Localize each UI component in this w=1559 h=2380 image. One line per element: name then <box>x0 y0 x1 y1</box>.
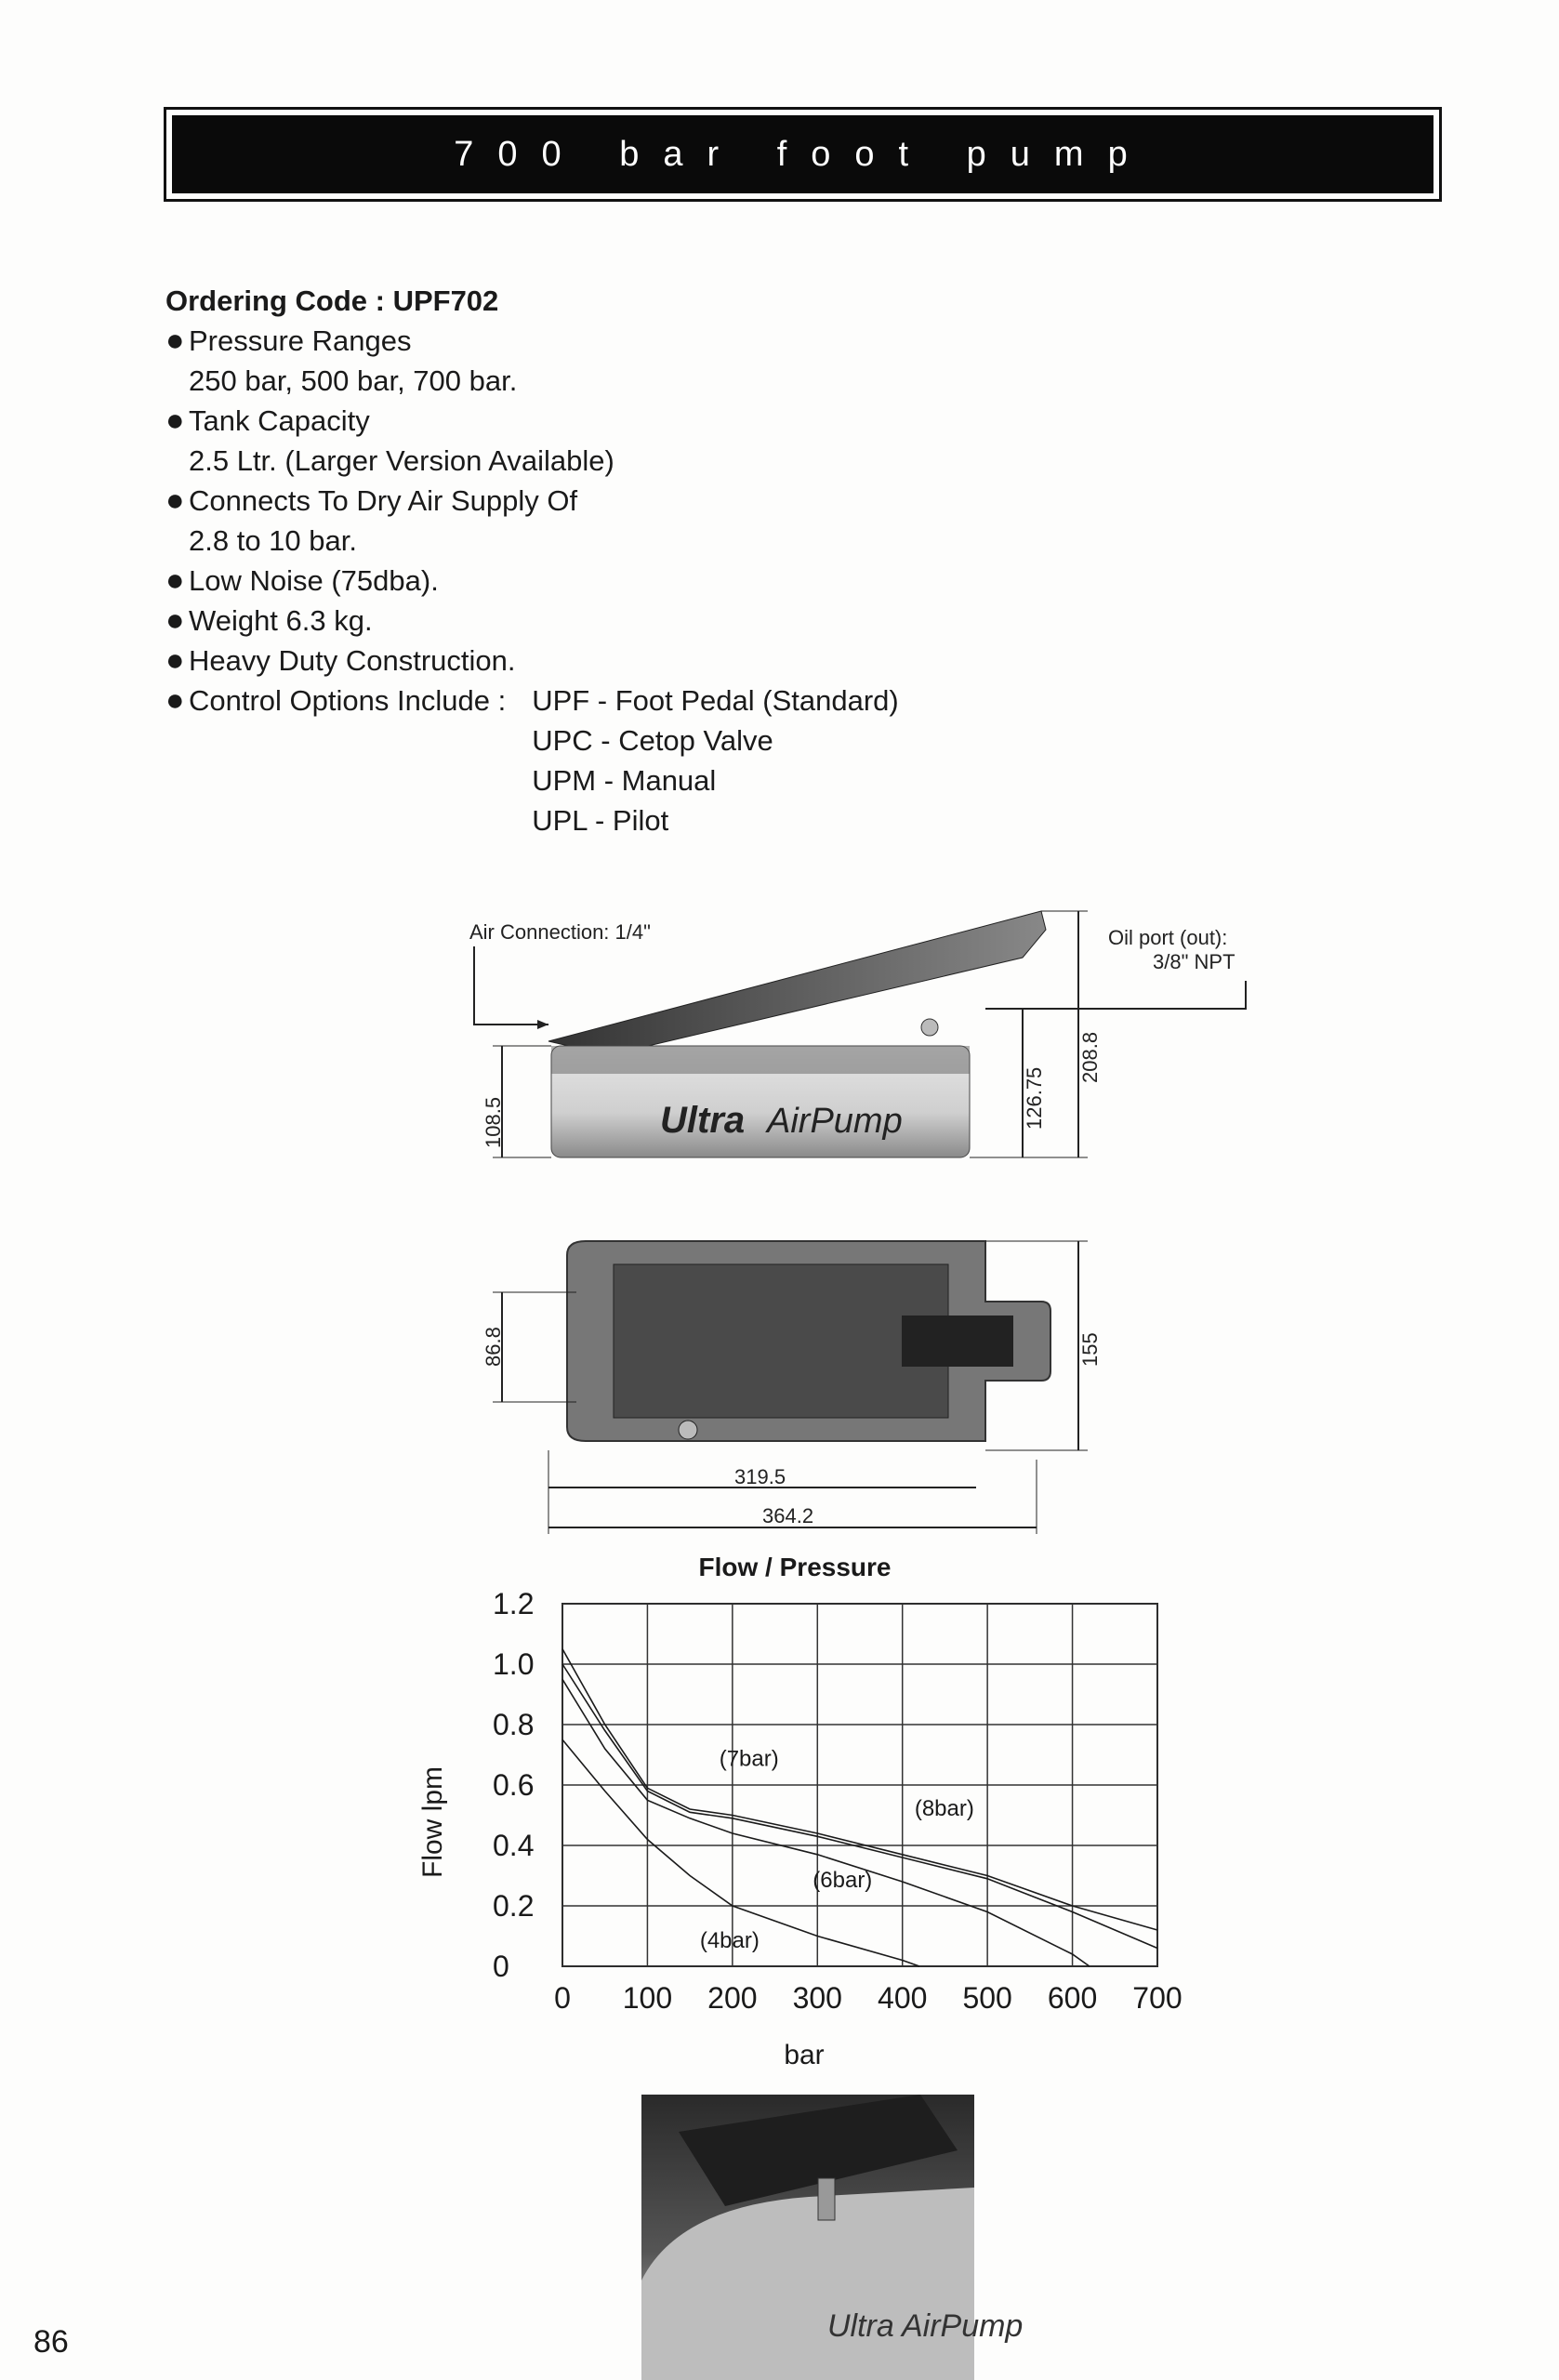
spec-detail: 250 bar, 500 bar, 700 bar. <box>189 364 518 397</box>
oil-port-size: 3/8" NPT <box>1153 950 1235 973</box>
dim-length-total: 364.2 <box>762 1504 814 1527</box>
spec-item: ● Tank Capacity <box>165 401 899 441</box>
spec-item: ● Weight 6.3 kg. <box>165 601 899 641</box>
y-tick-label: 1.0 <box>493 1647 535 1681</box>
spec-detail: 2.8 to 10 bar. <box>189 524 357 557</box>
chart-title: Flow / Pressure <box>698 1553 892 1581</box>
control-option: UPF - Foot Pedal (Standard) <box>532 684 899 717</box>
y-tick-label: 0.4 <box>493 1829 535 1862</box>
series-label: (8bar) <box>914 1795 974 1821</box>
brand-logo: Ultra <box>660 1100 746 1141</box>
page-title: 700 bar foot pump <box>172 115 1433 193</box>
spec-list <box>165 281 899 840</box>
bullet-icon: ● <box>165 562 185 598</box>
product-photo <box>641 2095 1024 2380</box>
series-line <box>562 1679 1090 1966</box>
y-tick-label: 0.8 <box>493 1708 535 1741</box>
x-tick-label: 600 <box>1047 1981 1098 2015</box>
bullet-icon: ● <box>165 682 185 718</box>
brand-logo-suffix: AirPump <box>767 1102 903 1141</box>
bullet-icon: ● <box>165 323 185 358</box>
side-view <box>469 911 1246 1157</box>
dim-width-inner: 86.8 <box>482 1327 505 1367</box>
y-tick-label: 0.2 <box>493 1889 535 1923</box>
x-tick-label: 100 <box>622 1981 673 2015</box>
oil-port-label: Oil port (out): <box>1108 926 1228 949</box>
bullet-icon: ● <box>165 602 185 638</box>
x-tick-label: 400 <box>878 1981 928 2015</box>
y-axis-label: Flow lpm <box>417 1765 448 1879</box>
control-option: UPC - Cetop Valve <box>532 724 773 757</box>
dim-height-mid: 126.75 <box>1023 1066 1046 1130</box>
bullet-icon: ● <box>165 642 185 678</box>
bullet-icon: ● <box>165 483 185 518</box>
dim-height-total: 208.8 <box>1078 1031 1102 1083</box>
y-tick-label: 0 <box>493 1950 509 1983</box>
ordering-code: Ordering Code : UPF702 <box>165 284 499 317</box>
control-options-label: Control Options Include : <box>189 684 507 717</box>
x-tick-label: 700 <box>1132 1981 1182 2015</box>
title-banner <box>164 107 1442 202</box>
dim-width-total: 155 <box>1078 1332 1102 1367</box>
control-options-list <box>532 681 899 840</box>
x-axis-label: bar <box>784 2040 825 2070</box>
spec-item: ● Connects To Dry Air Supply Of <box>165 481 899 521</box>
oil-port-fitting <box>921 1019 938 1036</box>
top-view <box>482 1241 1102 1534</box>
x-tick-label: 500 <box>962 1981 1012 2015</box>
x-tick-label: 200 <box>707 1981 758 2015</box>
fitting-icon <box>679 1421 697 1439</box>
spec-item: ● Low Noise (75dba). <box>165 561 899 601</box>
air-connection-label: Air Connection: 1/4" <box>469 920 651 944</box>
x-tick-label: 0 <box>554 1981 571 2015</box>
control-options <box>165 681 899 840</box>
page-number: 86 <box>33 2324 69 2360</box>
spec-detail: 2.5 Ltr. (Larger Version Available) <box>189 444 614 477</box>
series-label: (6bar) <box>813 1867 873 1893</box>
y-tick-label: 0.6 <box>493 1768 535 1802</box>
dim-length-body: 319.5 <box>734 1465 786 1488</box>
spec-item: ● Pressure Ranges <box>165 321 899 361</box>
dim-height-body: 108.5 <box>482 1096 505 1148</box>
control-option: UPM - Manual <box>532 764 717 797</box>
flow-pressure-chart <box>400 1543 1199 2092</box>
technical-drawing <box>446 892 1283 1543</box>
y-tick-label: 1.2 <box>493 1587 535 1620</box>
series-label: (7bar) <box>719 1746 779 1772</box>
svg-text:Ultra AirPump: Ultra AirPump <box>827 2308 1024 2344</box>
series-label: (4bar) <box>699 1928 760 1953</box>
control-option: UPL - Pilot <box>532 804 669 837</box>
spec-item: ● Heavy Duty Construction. <box>165 641 899 681</box>
bullet-icon: ● <box>165 403 185 438</box>
x-tick-label: 300 <box>792 1981 842 2015</box>
